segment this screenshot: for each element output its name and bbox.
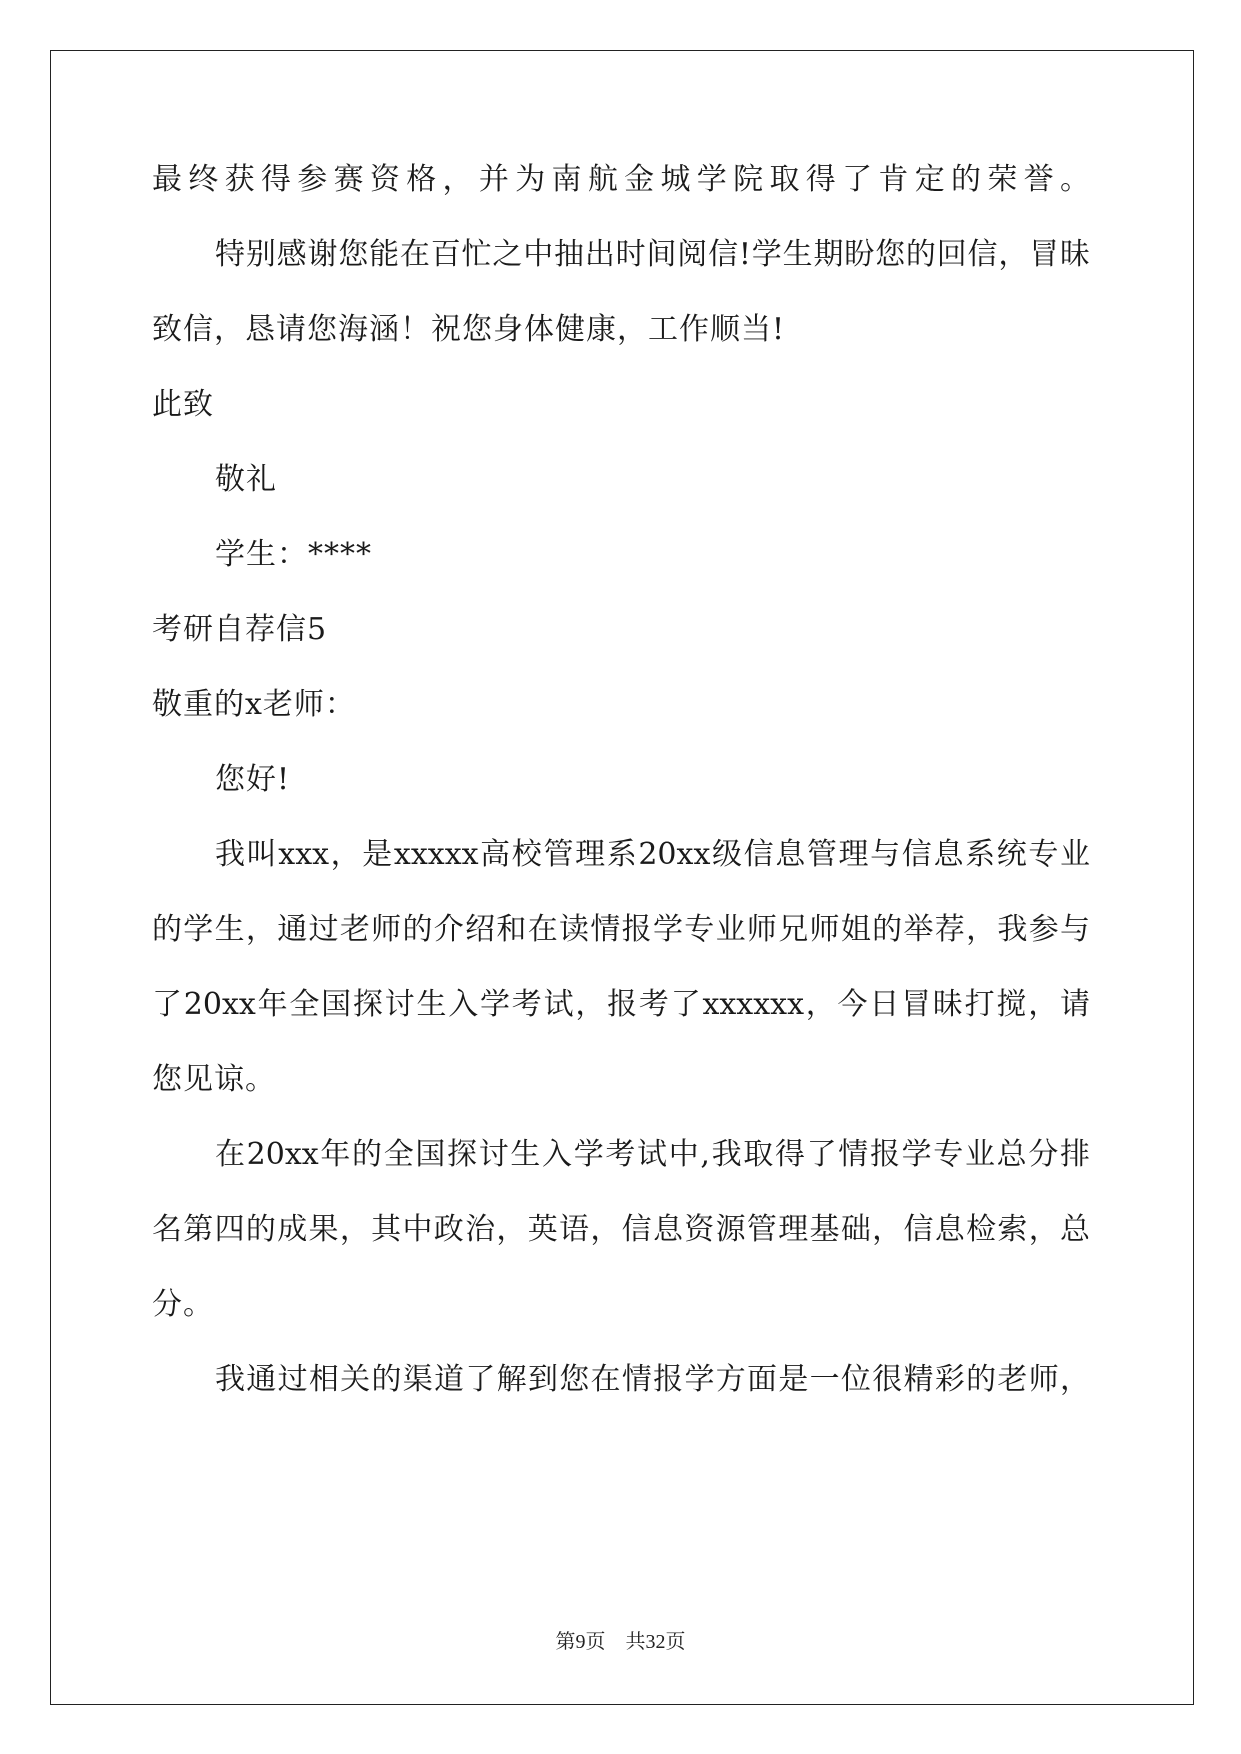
text-line-1: 最终获得参赛资格，并为南航金城学院取得了肯定的荣誉。 <box>152 162 1090 197</box>
page-total: 共32页 <box>625 1631 686 1653</box>
text-line-12: 了20xx年全国探讨生入学考试，报考了xxxxxx，今日冒昧打搅，请 <box>152 987 1090 1022</box>
text-line-15: 名第四的成果，其中政治，英语，信息资源管理基础，信息检索，总 <box>152 1212 1090 1247</box>
text-line-14: 在20xx年的全国探讨生入学考试中,我取得了情报学专业总分排 <box>215 1137 1090 1172</box>
page-footer <box>0 1628 1241 1656</box>
greeting-recipient: 敬重的x老师： <box>152 687 356 722</box>
closing-regards: 敬礼 <box>215 462 277 497</box>
text-line-16: 分。 <box>152 1287 214 1322</box>
page-number: 第9页 <box>555 1631 606 1653</box>
greeting-hello: 您好! <box>215 762 291 797</box>
text-line-2: 特别感谢您能在百忙之中抽出时间阅信!学生期盼您的回信，冒昧 <box>215 237 1090 272</box>
page-border <box>50 50 1194 1705</box>
section-heading: 考研自荐信5 <box>152 612 328 647</box>
text-line-11: 的学生，通过老师的介绍和在读情报学专业师兄师姐的举荐，我参与 <box>152 912 1090 947</box>
signature-line: 学生：**** <box>215 537 372 572</box>
text-line-3: 致信，恳请您海涵！祝您身体健康，工作顺当! <box>152 312 786 347</box>
text-line-13: 您见谅。 <box>152 1062 276 1097</box>
closing-salutation: 此致 <box>152 387 214 422</box>
text-line-17: 我通过相关的渠道了解到您在情报学方面是一位很精彩的老师， <box>215 1362 1090 1397</box>
text-line-10: 我叫xxx，是xxxxx高校管理系20xx级信息管理与信息系统专业 <box>215 837 1090 872</box>
